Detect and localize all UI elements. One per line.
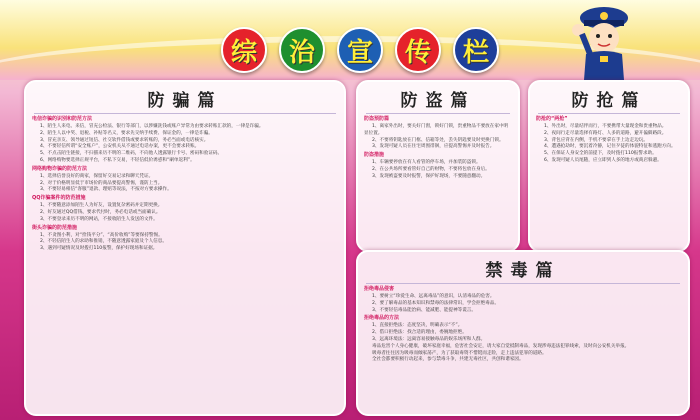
paragraph: 5、不点击陌生链接，不扫描来历不明的二维码，不向他人透露银行卡号、密码和验证码。: [40, 151, 223, 157]
paragraph: 4、遭遇抢劫时，要沉着冷静，记住歹徒的体貌特征和逃跑方向。: [544, 144, 676, 150]
paragraph: 1、直接拒绝法：态度坚决，明确表示“不”。: [372, 323, 463, 329]
title-char: 宣: [337, 27, 383, 73]
section-subtitle: 街头诈骗的防范措施: [32, 224, 78, 231]
paragraph: 2、借口拒绝法：找合适的理由，委婉地拒绝。: [372, 330, 467, 336]
section-subtitle: 拒绝毒品侵害: [364, 286, 395, 292]
paragraph: 2、对于价格明显低于市场价的商品要提高警惕，谨防上当。: [40, 180, 163, 186]
paragraph: 毒品危害个人身心健康，破坏家庭幸福，危害社会安定，请大家自觉抵制毒品，发现涉毒违法犯罪线索，及时向公安机关举报。: [372, 343, 630, 349]
paragraph: 3、发现可疑人员在住宅周围徘徊，应提高警惕并及时报告。: [372, 144, 495, 150]
section-subtitle: 电信诈骗的识别和防范方法: [32, 116, 93, 122]
paragraph: 1、选择信誉良好的商家，保留好交易记录和聊天凭证。: [40, 173, 154, 179]
paragraph: 1、陌生人来电、来信，冒充公检法、银行等部门，以涉嫌洗钱或账户异常为由要求转账汇款的，一律是诈骗。: [40, 124, 264, 129]
section-subtitle: 防盗措施: [364, 152, 385, 159]
paragraph: 2、陌生人以中奖、退税、补贴等名义，要求先交纳手续费、保证金的，一律是诈骗。: [40, 130, 213, 136]
paragraph: 2、夜间行走尽量选择有路灯、人多的道路，避开偏僻路段。: [544, 130, 667, 136]
fraud-panel: [24, 80, 346, 416]
paragraph: 2、不轻信陌生人的求助和推销，不随意透露家庭及个人信息。: [40, 239, 167, 245]
police-mascot-icon: [566, 4, 636, 80]
paragraph: 1、离家外出时，要关好门窗，锁好门锁，贵重物品不要放在家中明显位置。: [364, 124, 509, 136]
paragraph: 全社会都要积极行动起来，参与禁毒斗争，共建无毒社区，共创和谐家园。: [372, 357, 524, 363]
title-divider: [34, 113, 336, 114]
paragraph: 1、车辆要停放在有人看管的停车场，并加装防盗锁。: [372, 160, 481, 166]
title-divider: [366, 283, 680, 284]
title-char: 综: [221, 27, 267, 73]
title-char: 传: [395, 27, 441, 73]
paragraph: 6、发现可疑人员尾随，应立即到人多的地方或商店躲避。: [544, 157, 662, 163]
theft-panel: [356, 80, 520, 252]
paragraph: 1、不要随意添加陌生人为好友，设置复杂密码并定期更换。: [40, 203, 163, 209]
paragraph: 5、在保证人身安全的前提下，及时拨打110报警求助。: [544, 151, 657, 157]
section-subtitle: 防抢的“两抢”: [536, 116, 568, 122]
panel-title: 禁毒篇: [485, 261, 561, 281]
paragraph: 3、不要轻易相信“客服”退款、理赔等说法，不按对方要求操作。: [40, 187, 172, 193]
paragraph: 吸毒者往往因为吸毒而倾家荡产，为了获取毒资不惜铤而走险，走上违法犯罪的道路。: [372, 350, 547, 356]
title-divider: [366, 113, 510, 114]
paragraph: 3、远离环境法：远离容易接触毒品的娱乐场所和人群。: [372, 336, 486, 342]
paragraph: 3、发现被盗要及时报警，保护好现场，不要随意翻动。: [372, 173, 486, 179]
panel-title: 防盗篇: [400, 91, 476, 111]
panel-title: 防骗篇: [147, 91, 223, 111]
title-divider: [538, 113, 680, 114]
paragraph: 3、不要登录来历不明的网站，不接收陌生人发送的文件。: [40, 216, 158, 222]
title-char: 栏: [453, 27, 499, 73]
paragraph: 2、要了解毒品的基本知识和禁毒的法律常识，学会拒绝毒品。: [372, 300, 499, 306]
section-subtitle: 拒绝毒品的方法: [364, 315, 400, 322]
paragraph: 3、遇到可疑情况及时拨打110报警，保护好现场和证据。: [40, 246, 158, 252]
section-subtitle: 防盗预防篇: [364, 116, 390, 122]
paragraph: 1、外出时，尽量结伴而行，不要携带大量现金和贵重物品。: [544, 124, 667, 129]
title-char: 治: [279, 27, 325, 73]
paragraph: 3、不要轻信毒品能治病、能减肥、能提神等谎言。: [372, 307, 476, 313]
paragraph: 4、不要轻信所谓“安全账户”，公安机关从不通过电话办案，更不会要求转账。: [40, 144, 200, 150]
drugs-panel: [356, 250, 690, 416]
section-subtitle: 网络购物诈骗的防范方法: [32, 165, 88, 172]
paragraph: 2、在公共场所要看管好自己的财物，不要将包放在身后。: [372, 166, 490, 172]
paragraph: 1、要树立“珍爱生命、远离毒品”的意识，认清毒品的危害。: [372, 294, 495, 299]
paragraph: 2、好友通过QQ借钱、要求代付时，务必电话或当面确认。: [40, 209, 161, 215]
paragraph: 6、网络购物要选择正规平台，不私下交易，不轻信低价诱惑和“刷单返利”。: [40, 157, 195, 163]
paragraph: 1、不贪图小利，对“捡钱平分”、“高价收购”等要保持警惕。: [40, 232, 163, 238]
panel-title: 防抢篇: [571, 91, 647, 111]
robbery-panel: [528, 80, 690, 252]
paragraph: 2、不要将钥匙放在门框、信箱等处，丢失钥匙要及时更换门锁。: [372, 137, 504, 143]
board-title: [180, 28, 540, 72]
section-subtitle: QQ诈骗案件的防范措施: [32, 195, 86, 202]
paragraph: 3、背包应背在内侧，手机不要拿在手上边走边玩。: [544, 137, 648, 143]
paragraph: 3、冒充亲友、领导通过短信、社交软件借钱或要求转账的，务必当面或电话核实。: [40, 137, 209, 143]
